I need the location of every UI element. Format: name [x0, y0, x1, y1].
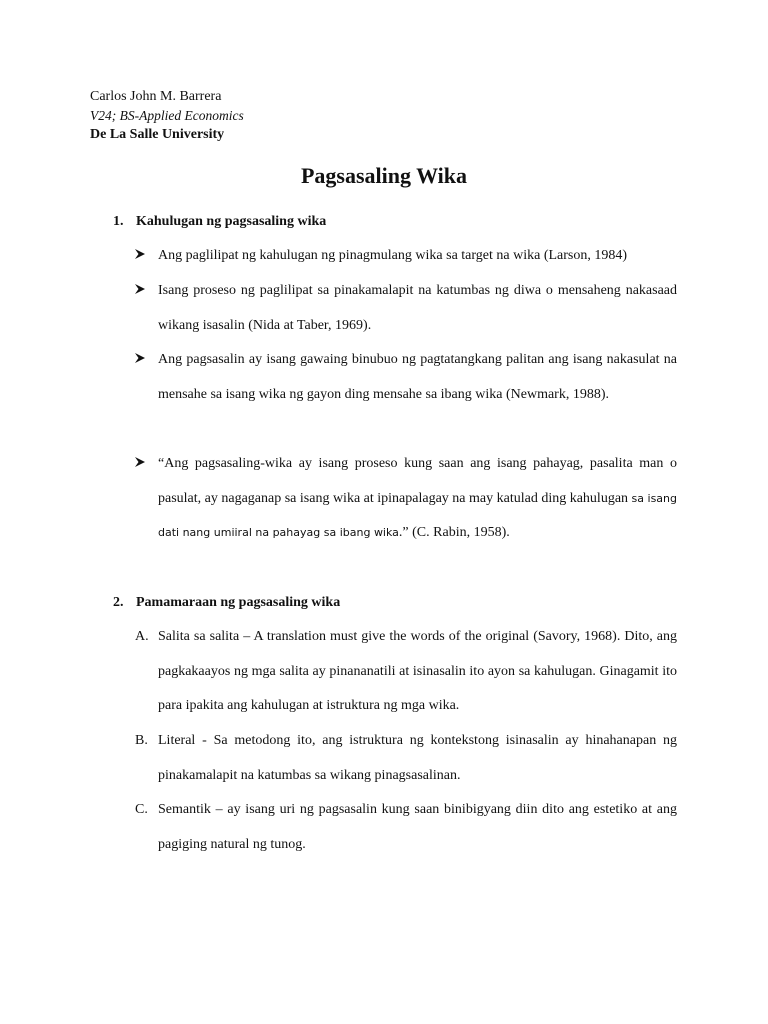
list-item [158, 447, 677, 551]
arrow-bullet-icon [134, 343, 152, 378]
list-letter: B. [135, 733, 148, 748]
author-program: V24; BS-Applied Economics [90, 108, 244, 123]
list-letter: C. [135, 802, 148, 817]
section-number: 2. [113, 595, 124, 610]
list-item [135, 620, 677, 724]
arrow-bullet-icon [134, 447, 152, 482]
list-item-text: Ang pagsasalin ay isang gawaing binubuo ng pagtatangkang palitan ang isang nakasulat na mensahe sa isang wika ng gayon ding mensahe sa ibang wika (Newmark, 1988). [158, 352, 677, 402]
list-item-text: Semantik – ay isang uri ng pagsasalin kung saan binibigyang diin dito ang estetiko at ang pagiging natural ng tunog. [158, 802, 677, 852]
list-item [135, 724, 677, 793]
list-item-text: Literal - Sa metodong ito, ang istruktura ng kontekstong isinasalin ay hinahanapan ng pinakamalapit na katumbas sa wikang pinagsasalinan. [158, 733, 677, 783]
list-item [158, 343, 677, 412]
section-title: Pamamaraan ng pagsasaling wika [136, 595, 341, 610]
list-item-text: Isang proseso ng paglilipat sa pinakamalapit na katumbas ng diwa o mensaheng nakasaad wikang isasalin (Nida at Taber, 1969). [158, 283, 677, 333]
list-item [158, 274, 677, 343]
list-item-text-sans: sa isang dati nang umiiral na pahayag sa ibang wika [158, 491, 677, 540]
list-item-text-end: .” (C. Rabin, 1958). [398, 525, 510, 541]
list-item [135, 793, 677, 862]
author-name: Carlos John M. Barrera [90, 89, 222, 104]
author-school: De La Salle University [90, 127, 225, 142]
page-title: Pagsasaling Wika [300, 163, 468, 188]
list-item [158, 239, 677, 274]
arrow-bullet-icon [134, 274, 152, 309]
arrow-bullet-icon [134, 239, 152, 274]
list-item-text: Ang paglilipat ng kahulugan ng pinagmulang wika sa target na wika (Larson, 1984) [158, 248, 628, 263]
list-item-text: “Ang pagsasaling-wika ay isang proseso kung saan ang isang pahayag, pasalita man o pasulat, ay nagaganap sa isang wika at ipinapalagay na may katulad ding kahulugan [158, 456, 677, 506]
list-item-text: Salita sa salita – A translation must give the words of the original (Savory, 1968). Dito, ang pagkakaayos ng mga salita ay pinananatili at isinasalin ito ayon sa kahulugan. Ginagamit ito para ipakita ang kahulugan at istruktura ng mga wika. [158, 629, 677, 714]
section-number: 1. [113, 214, 124, 229]
section-title: Kahulugan ng pagsasaling wika [136, 214, 327, 229]
list-letter: A. [135, 629, 149, 644]
